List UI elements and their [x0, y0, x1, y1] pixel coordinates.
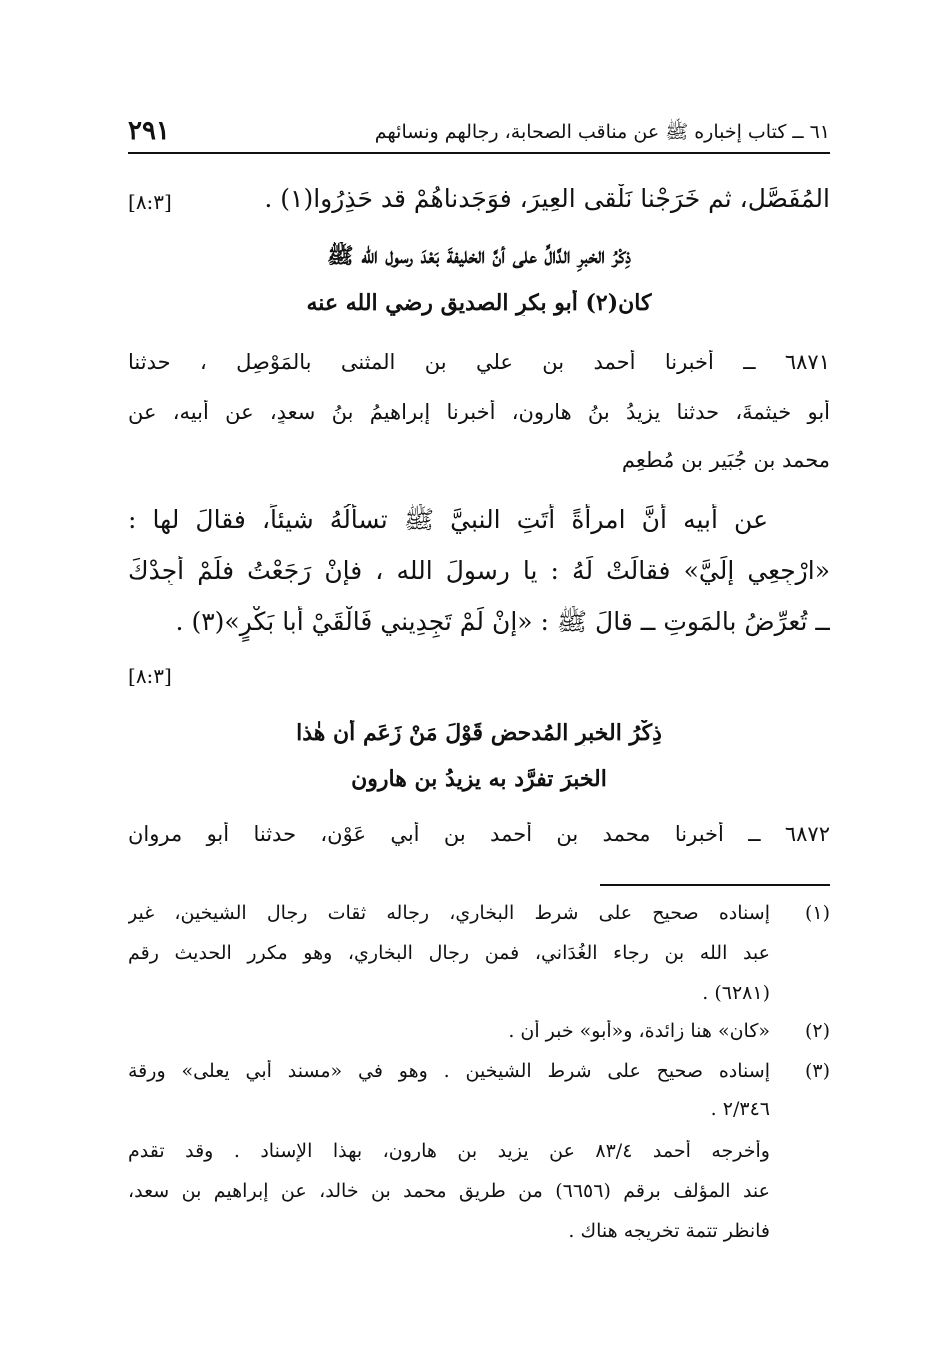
section-heading-line-2: كان(٢) أبو بكرٍ الصديق رضي الله عنه: [306, 290, 652, 316]
footnote-line: إسناده صحيح على شرط الشيخين . وهو في «مسند أبي يعلى» ورقة: [128, 1060, 770, 1082]
volume-reference: [٨:٣]: [128, 190, 172, 214]
matn-line-2: «ارْجِعِي إلَيَّ» فقالَتْ لَهُ : يا رسولَ الله ، فإنْ رَجَعْتُ فلَمْ أجِدْكَ: [128, 556, 830, 585]
hadith-6871-line-3: محمد بن جُبَير بن مُطعِمٍ: [621, 448, 830, 472]
footnote-line: «كان» هنا زائدة، و«أبو» خبر أن .: [508, 1020, 770, 1042]
footnote-1: [128, 902, 830, 932]
volume-reference: [٨:٣]: [128, 664, 172, 688]
hadith-6871-line-1: ٦٨٧١ ــ أخبرنا أحمد بن علي بن المثنى بالمَوْصِلِ ، حدثنا: [128, 350, 830, 374]
matn-line-3: ــ تُعرِّضُ بالمَوتِ ــ قالَ ﷺ : «إنْ لَمْ تَجِدِيني فَالْقَيْ أبا بَكْرٍ»(٣) .: [175, 607, 830, 636]
footnote-number: (٢): [804, 1020, 830, 1042]
footnote-1-line-2: [128, 942, 830, 972]
section-heading-line-1: ذِكْرُ الخبرِ المُدحضِ قَوْلَ مَنْ زَعَم أن هٰذا: [296, 720, 662, 746]
footnote-line: عبد الله بن رجاء الغُدَاني، فمن رجال البخاري، وهو مكرر الحديث رقم: [128, 942, 770, 964]
footnote-number: (١): [804, 902, 830, 924]
hadith-6871-line-2: أبو خيثمةَ، حدثنا يزيدُ بنُ هارون، أخبرنا إبراهيمُ بنُ سعدٍ، عن أبيه، عن: [128, 400, 830, 424]
hadith-6872-line-1: ٦٨٧٢ ــ أخبرنا محمد بن أحمد بن أبي عَوْن، حدثنا أبو مروان: [128, 822, 830, 846]
footnote-3: [128, 1060, 830, 1090]
page-number: ٢٩١: [128, 116, 170, 146]
header-rule: [128, 152, 830, 154]
section-heading-line-1: ذِكْرُ الخبرِ الدَّالِّ على أنَّ الخليفةَ بَعْدَ رسول الله ﷺ: [326, 243, 631, 269]
opening-line: المُفَصَّل، ثم خَرَجْنا نَلْقى العِيرَ، فوَجَدناهُمْ قد حَذِرُوا(١) .: [264, 184, 830, 213]
footnote-3-continuation-line-3: فانظر تتمة تخريجه هناك .: [568, 1220, 770, 1242]
page-header: [128, 112, 830, 152]
footnote-rule: [600, 884, 830, 886]
section-heading-line-2: الخبرَ تفرَّد به يزيدُ بن هارون: [351, 766, 607, 792]
footnote-1-line-3: [128, 982, 830, 1012]
footnote-line: ٢/٣٤٦ .: [710, 1098, 770, 1120]
footnote-2: [128, 1020, 830, 1050]
running-title: ٦١ ــ كتاب إخباره ﷺ عن مناقب الصحابة، رجالهم ونسائهم: [374, 121, 830, 143]
footnote-3-line-2: [128, 1098, 830, 1128]
footnote-3-continuation-line-1: وأخرجه أحمد ٨٣/٤ عن يزيد بن هارون، بهذا الإسناد . وقد تقدم: [128, 1140, 770, 1162]
footnote-line: إسناده صحيح على شرط البخاري، رجاله ثقات رجال الشيخين، غير: [128, 902, 770, 924]
footnote-number: (٣): [804, 1060, 830, 1082]
matn-line-1: عن أبيه أنَّ امرأةً أتَتِ النبيَّ ﷺ تسألُهُ شيئاً، فقالَ لها :: [128, 505, 768, 534]
footnote-line: (٦٢٨١) .: [702, 982, 770, 1004]
footnote-3-continuation-line-2: عند المؤلف برقم (٦٦٥٦) من طريق محمد بن خالد، عن إبراهيم بن سعد،: [128, 1180, 770, 1202]
